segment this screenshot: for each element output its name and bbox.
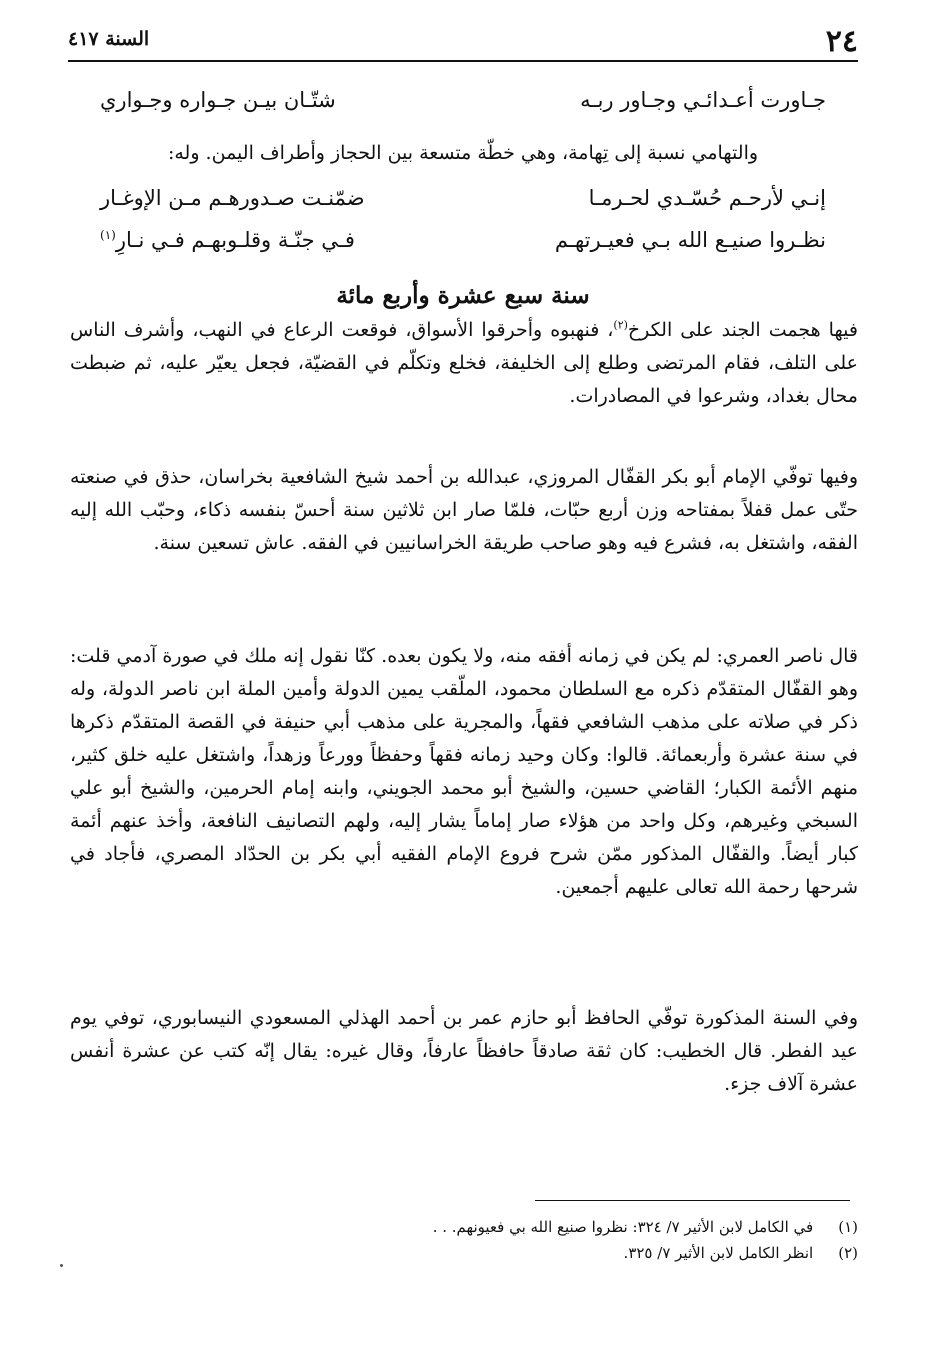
- paragraph: [70, 314, 858, 413]
- paragraph: وفي السنة المذكورة توفّي الحافظ أبو حازم عمر بن أحمد الهذلي المسعودي النيسابوري، توفي يوم عيد الفطر. قال الخطيب: كان ثقة صادقاً حافظاً عارفاً، وقال غيره: يقال إنّه كتب عن عشرة أنفس عشرة آلاف جزء.: [70, 1007, 858, 1095]
- paragraph-text: ، فنهبوه وأحرقوا الأسواق، فوقعت الرعاع في النهب، وأشرف الناس على التلف، فقام المرتضى وطلع إلى الخليفة، فخلع وتكلّم في القضيّة، فجعل يعيّر عليه، ثم ضبطت محال بغداد، وشرعوا في المصادرات.: [70, 319, 858, 407]
- section-heading: سنة سبع عشرة وأربع مائة: [336, 282, 590, 309]
- footnote-ref: (١): [100, 228, 116, 242]
- footnote-text: في الكامل لابن الأثير ٧/ ٣٢٤: نظروا صنيع الله بي فعيونهم. . .: [432, 1218, 814, 1236]
- footnote-marker: (١): [838, 1218, 858, 1236]
- footnotes: [80, 1214, 858, 1266]
- verse-line: [100, 186, 826, 226]
- verse-second-hemistich: [100, 228, 355, 252]
- verse-text: فـي جنّـة وقلـوبهـم فـي نـارِ: [115, 228, 355, 252]
- running-header: [68, 20, 858, 62]
- verse-second-hemistich: ضمّنـت صـدورهـم مـن الإوغـار: [100, 186, 365, 210]
- paragraph-text: فيها هجمت الجند على الكرخ: [627, 319, 858, 341]
- verse-line: [100, 88, 826, 128]
- paragraph: وفيها توفّي الإمام أبو بكر القفّال المروزي، عبدالله بن أحمد شيخ الشافعية بخراسان، حذق في صنعته حتّى عمل قفلاً بمفتاحه وزن أربع حبّات، فلمّا صار ابن ثلاثين سنة أحسّ بنفسه ذكاء، وحبّب الله إليه الفقه، واشتغل به، فشرع فيه وهو صاحب طريقة الخراسانيين في الفقه. عاش تسعين سنة.: [70, 466, 858, 554]
- footnote-marker: (٢): [838, 1244, 858, 1262]
- footnote: [80, 1214, 858, 1240]
- footnote: [80, 1240, 858, 1266]
- verse-second-hemistich: شتّـان بيـن جـواره وجـواري: [100, 88, 336, 112]
- verse-first-hemistich: نظـروا صنيـع الله بـي فعيـرتهـم: [554, 228, 826, 252]
- footnote-separator: [535, 1200, 850, 1201]
- verse-first-hemistich: جـاورت أعـدائـي وجـاور ربـه: [580, 88, 826, 112]
- paragraph: قال ناصر العمري: لم يكن في زمانه أفقه منه، ولا يكون بعده. كنّا نقول إنه ملك في صورة آدمي قلت: وهو القفّال المتقدّم ذكره مع السلطان محمود، الملّقب يمين الدولة وأمين الملة ابن ناصر الدولة، وله ذكر في صلاته على مذهب الشافعي فقهاً، والمجرية على مذهب أبي حنيفة في القصة المتقدّم ذكرها في سنة عشرة وأربعمائة. قالوا: وكان وحيد زمانه فقهاً وحفظاً وورعاً وزهداً، واشتغل عليه خلق كثير، منهم الأئمة الكبار؛ القاضي حسين، والشيخ أبو محمد الجويني، وابنه إمام الحرمين، والشيخ أبو علي السبخي وغيرهم، وكل واحد من هؤلاء صار إماماً يشار إليه، ولهم التصانيف النافعة، وأخذ عنهم أئمة كبار أيضاً. والقفّال المذكور ممّن شرح فروع الإمام الفقيه أبي بكر بن الحدّاد المصري، فأجاد في شرحها رحمة الله تعالى عليهم أجمعين.: [70, 645, 858, 898]
- page-number: ٢٤: [825, 24, 858, 59]
- running-title-year: السنة ٤١٧: [68, 28, 150, 50]
- verse-line: [100, 228, 826, 268]
- verse-first-hemistich: إنـي لأرحـم حُسّـدي لحـرمـا: [588, 186, 826, 210]
- footnote-text: انظر الكامل لابن الأثير ٧/ ٣٢٥.: [623, 1244, 814, 1262]
- scan-speck: [60, 1264, 63, 1267]
- intro-line: والتهامي نسبة إلى تِهامة، وهي خطّة متسعة بين الحجاز وأطراف اليمن. وله:: [167, 142, 759, 164]
- footnote-ref: (٢): [613, 318, 628, 332]
